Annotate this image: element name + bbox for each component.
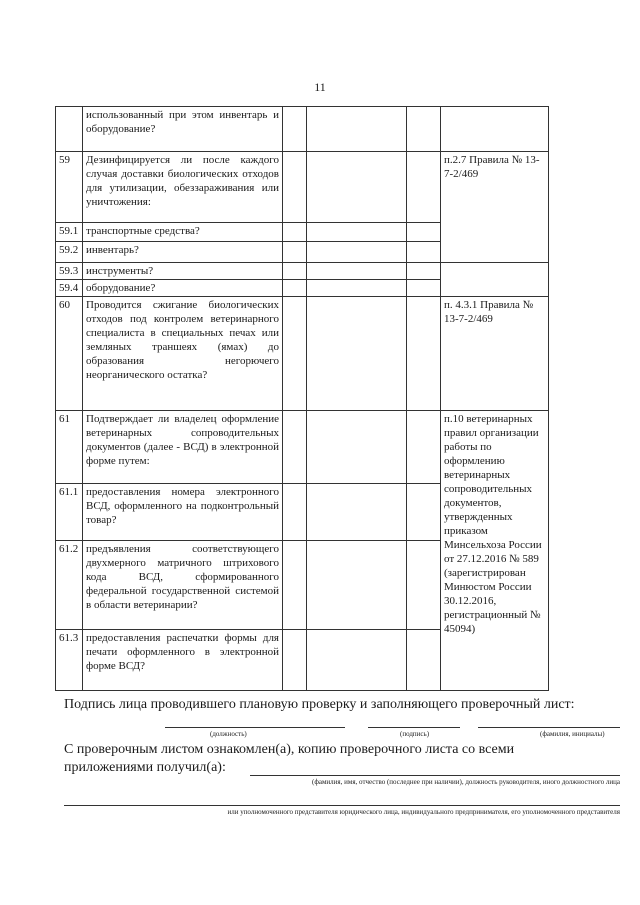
table-row (56, 263, 549, 280)
row-number: 61.3 (56, 630, 83, 691)
answer-cell (283, 411, 307, 484)
question-text: инвентарь? (83, 242, 283, 263)
row-number: 59.4 (56, 280, 83, 297)
answer-cell (407, 107, 441, 152)
answer-cell (307, 630, 407, 691)
signature-line[interactable] (368, 727, 460, 728)
answer-cell (283, 107, 307, 152)
question-text: предъявления соответствующего двухмерного матричного штрихового кода ВСД, сформированного федеральной государственной системой в области ветеринарии? (83, 541, 283, 630)
answer-cell (283, 242, 307, 263)
question-text: транспортные средства? (83, 223, 283, 242)
answer-cell (407, 152, 441, 223)
question-text: использованный при этом инвентарь и оборудование? (83, 107, 283, 152)
table-row (56, 152, 549, 223)
row-number: 59.1 (56, 223, 83, 242)
answer-cell (407, 541, 441, 630)
row-number: 59 (56, 152, 83, 223)
answer-cell (283, 223, 307, 242)
question-text: оборудование? (83, 280, 283, 297)
table-row (56, 411, 549, 484)
question-text: предоставления распечатки формы для печати оформленного в электронной форме ВСД? (83, 630, 283, 691)
checklist-table (55, 106, 549, 691)
answer-cell (307, 484, 407, 541)
answer-cell (407, 242, 441, 263)
question-text: Подтверждает ли владелец оформление ветеринарных сопроводительных документов (далее - ВСД) в электронной форме путем: (83, 411, 283, 484)
reference-text: п.2.7 Правила № 13-7-2/469 (441, 152, 549, 263)
reference-text: п. 4.3.1 Правила № 13-7-2/469 (441, 297, 549, 411)
answer-cell (283, 297, 307, 411)
answer-cell (307, 107, 407, 152)
answer-cell (307, 223, 407, 242)
answer-cell (283, 280, 307, 297)
acknowledgement-text (64, 741, 620, 777)
row-number: 61.1 (56, 484, 83, 541)
acknowledgement-line-1: С проверочным листом ознакомлен(а), копию проверочного листа со всеми (64, 742, 515, 757)
recipient-line-2[interactable] (64, 805, 620, 806)
answer-cell (407, 280, 441, 297)
answer-cell (283, 263, 307, 280)
answer-cell (283, 541, 307, 630)
answer-cell (307, 297, 407, 411)
table-row (56, 297, 549, 411)
page-number: 11 (314, 80, 326, 94)
row-number: 61.2 (56, 541, 83, 630)
position-caption: (должность) (210, 730, 247, 738)
answer-cell (307, 541, 407, 630)
row-number: 60 (56, 297, 83, 411)
row-number: 59.2 (56, 242, 83, 263)
reference-text (441, 263, 549, 297)
recipient-caption-1: (фамилия, имя, отчество (последнее при наличии), должность руководителя, иного должностного лица (312, 778, 620, 786)
reference-text: п.10 ветеринарных правил организации работы по оформлению ветеринарных сопроводительных документов, утвержденных приказом Минсельхоза России от 27.12.2016 № 589 (зарегистрирован Минюстом России 30.12.2016, регистрационный № 45094) (441, 411, 549, 691)
row-number (56, 107, 83, 152)
answer-cell (407, 630, 441, 691)
name-line[interactable] (478, 727, 620, 728)
question-text: инструменты? (83, 263, 283, 280)
reference-text (441, 107, 549, 152)
answer-cell (307, 152, 407, 223)
position-line[interactable] (165, 727, 345, 728)
name-caption: (фамилия, инициалы) (540, 730, 605, 738)
answer-cell (407, 484, 441, 541)
answer-cell (407, 297, 441, 411)
answer-cell (283, 152, 307, 223)
signature-caption: (подпись) (400, 730, 430, 738)
question-text: предоставления номера электронного ВСД, оформленного на подконтрольный товар? (83, 484, 283, 541)
answer-cell (283, 484, 307, 541)
row-number: 59.3 (56, 263, 83, 280)
answer-cell (307, 280, 407, 297)
answer-cell (307, 411, 407, 484)
row-number: 61 (56, 411, 83, 484)
signature-title: Подпись лица проводившего плановую проверку и заполняющего проверочный лист: (64, 697, 575, 712)
recipient-caption-2: или уполномоченного представителя юридического лица, индивидуального предпринимателя, его уполномоченного представителя (227, 808, 620, 816)
answer-cell (407, 223, 441, 242)
acknowledgement-line-2: приложениями получил(а): (64, 760, 226, 775)
answer-cell (407, 263, 441, 280)
question-text: Дезинфицируется ли после каждого случая доставки биологических отходов для утилизации, обеззараживания или уничтожения: (83, 152, 283, 223)
answer-cell (307, 242, 407, 263)
answer-cell (283, 630, 307, 691)
answer-cell (307, 263, 407, 280)
question-text: Проводится сжигание биологических отходов под контролем ветеринарного специалиста в специальных печах или земляных траншеях (ямах) до образования негорючего неорганического остатка? (83, 297, 283, 411)
recipient-line[interactable] (250, 775, 620, 776)
table-row (56, 107, 549, 152)
answer-cell (407, 411, 441, 484)
